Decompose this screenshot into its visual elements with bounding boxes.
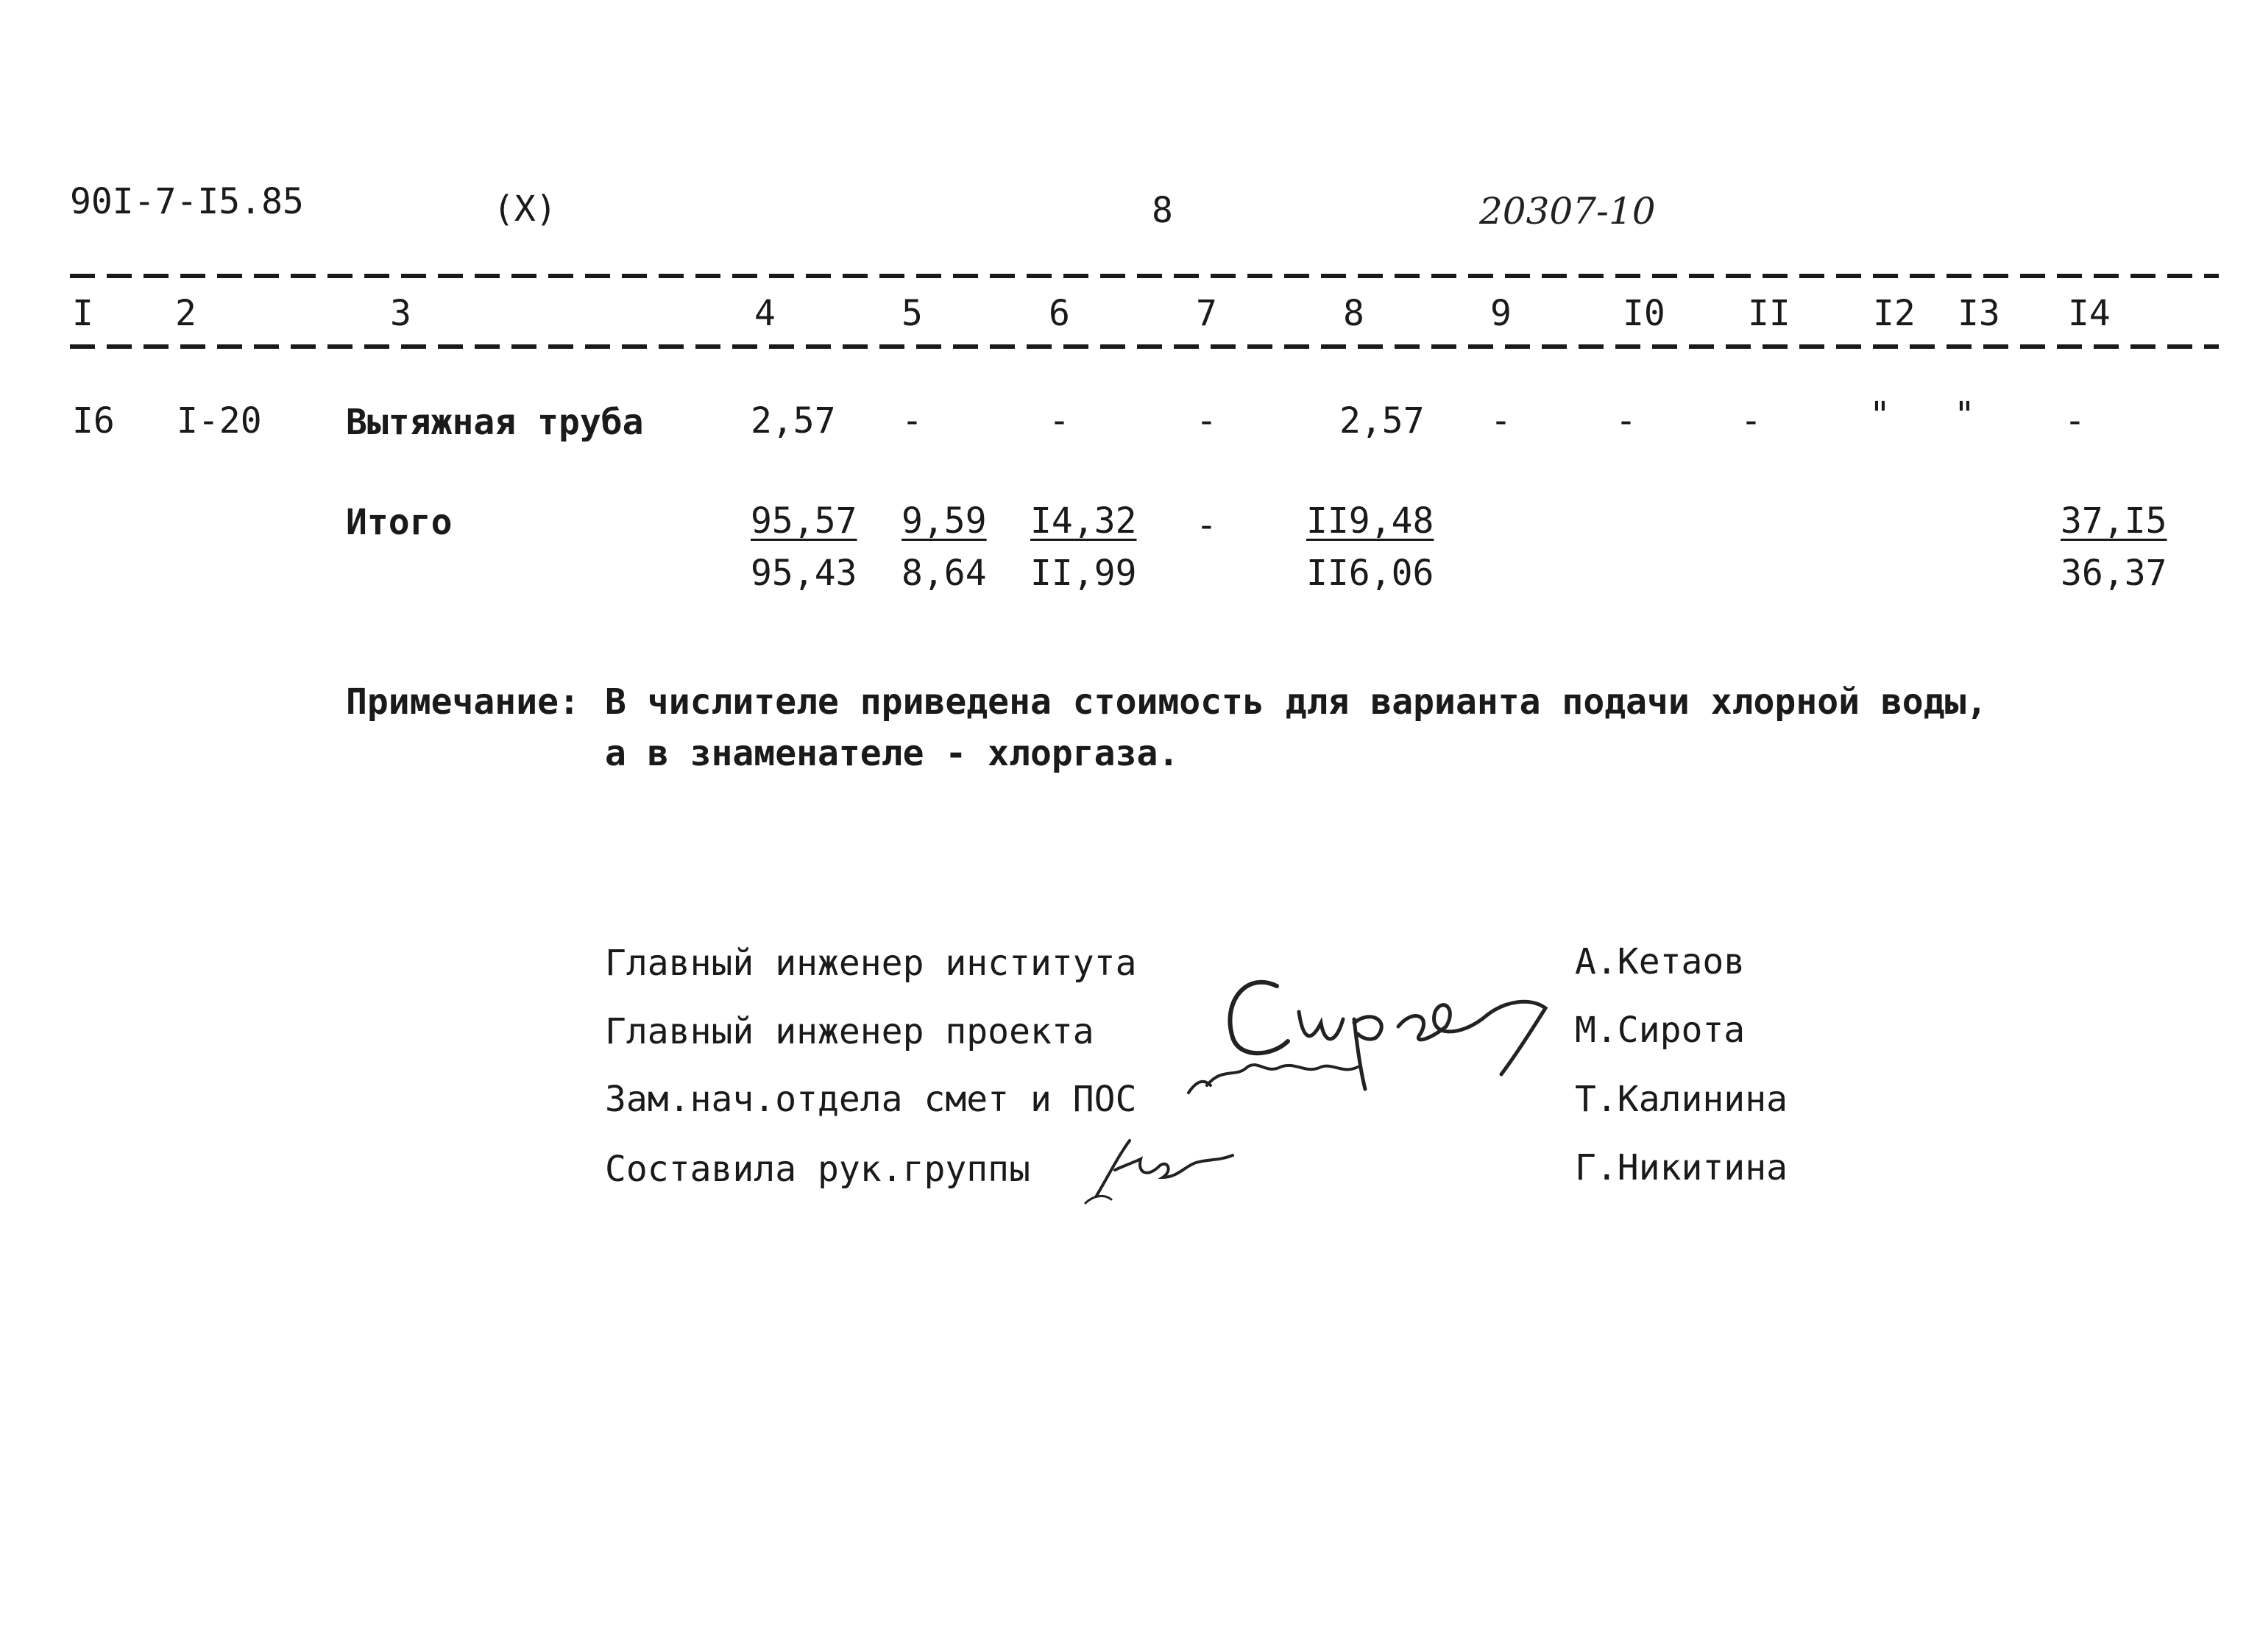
total-col-8-numerator: II9,48 [1306, 500, 1434, 542]
col-header-9: 9 [1490, 293, 1512, 334]
col-header-7: 7 [1196, 293, 1217, 334]
total-col-6-denominator: II,99 [1030, 553, 1137, 594]
total-col-7: - [1196, 505, 1217, 546]
total-col-4-denominator: 95,43 [751, 553, 857, 594]
col-header-6: 6 [1049, 293, 1070, 334]
page-number: 8 [1152, 190, 1173, 231]
signature-name: А.Кетаов [1575, 941, 1746, 982]
row-col-5: - [901, 400, 923, 442]
row-col-12: " [1869, 394, 1891, 436]
row-col-8: 2,57 [1339, 400, 1425, 442]
row-number: I6 [72, 400, 115, 442]
col-header-3: 3 [390, 293, 411, 334]
total-col-14-denominator: 36,37 [2061, 553, 2167, 594]
row-col-14: - [2064, 400, 2086, 442]
handwritten-signature-main [1177, 957, 1575, 1104]
col-header-4: 4 [754, 293, 776, 334]
row-col-4: 2,57 [751, 400, 836, 442]
note-label: Примечание: [346, 681, 580, 723]
row-col-11: - [1740, 400, 1762, 442]
col-header-2: 2 [175, 293, 196, 334]
signature-role: Главный инженер института [605, 943, 1137, 984]
col-header-8: 8 [1343, 293, 1364, 334]
total-col-5-denominator: 8,64 [901, 553, 987, 594]
total-col-5-numerator: 9,59 [901, 500, 987, 542]
col-header-1: I [72, 293, 93, 334]
handwritten-signature-small [1074, 1126, 1266, 1207]
row-col-9: - [1490, 400, 1512, 442]
total-col-6-numerator: I4,32 [1030, 500, 1137, 542]
header-bottom-rule [70, 344, 2219, 349]
col-header-14: I4 [2068, 293, 2111, 334]
signature-name: Г.Никитина [1575, 1147, 1788, 1188]
note-line-1: В числителе приведена стоимость для варианта подачи хлорной воды, [605, 681, 1988, 723]
document-code: 90I-7-I5.85 [70, 181, 304, 222]
total-label: Итого [346, 502, 453, 543]
note-line-2: а в знаменателе - хлоргаза. [605, 733, 1180, 774]
total-col-4-numerator: 95,57 [751, 500, 857, 542]
signature-role: Зам.нач.отдела смет и ПОС [605, 1079, 1137, 1120]
signature-role: Составила рук.группы [605, 1149, 1030, 1190]
stamp-number: 20307-10 [1479, 190, 1656, 233]
row-code: I-20 [177, 400, 262, 442]
signature-name: М.Сирота [1575, 1010, 1746, 1051]
total-col-8-denominator: II6,06 [1306, 553, 1434, 594]
col-header-12: I2 [1873, 293, 1916, 334]
signature-name: Т.Калинина [1575, 1079, 1788, 1120]
col-header-5: 5 [901, 293, 923, 334]
row-col-7: - [1196, 400, 1217, 442]
header-top-rule [70, 274, 2219, 278]
sheet-marker: (X) [493, 188, 557, 230]
row-col-10: - [1615, 400, 1637, 442]
row-col-13: " [1954, 394, 1975, 436]
row-col-6: - [1049, 400, 1070, 442]
col-header-13: I3 [1958, 293, 2000, 334]
signature-role: Главный инженер проекта [605, 1011, 1094, 1052]
total-col-14-numerator: 37,I5 [2061, 500, 2167, 542]
col-header-11: II [1748, 293, 1790, 334]
col-header-10: I0 [1623, 293, 1665, 334]
row-name: Вытяжная труба [346, 402, 644, 443]
